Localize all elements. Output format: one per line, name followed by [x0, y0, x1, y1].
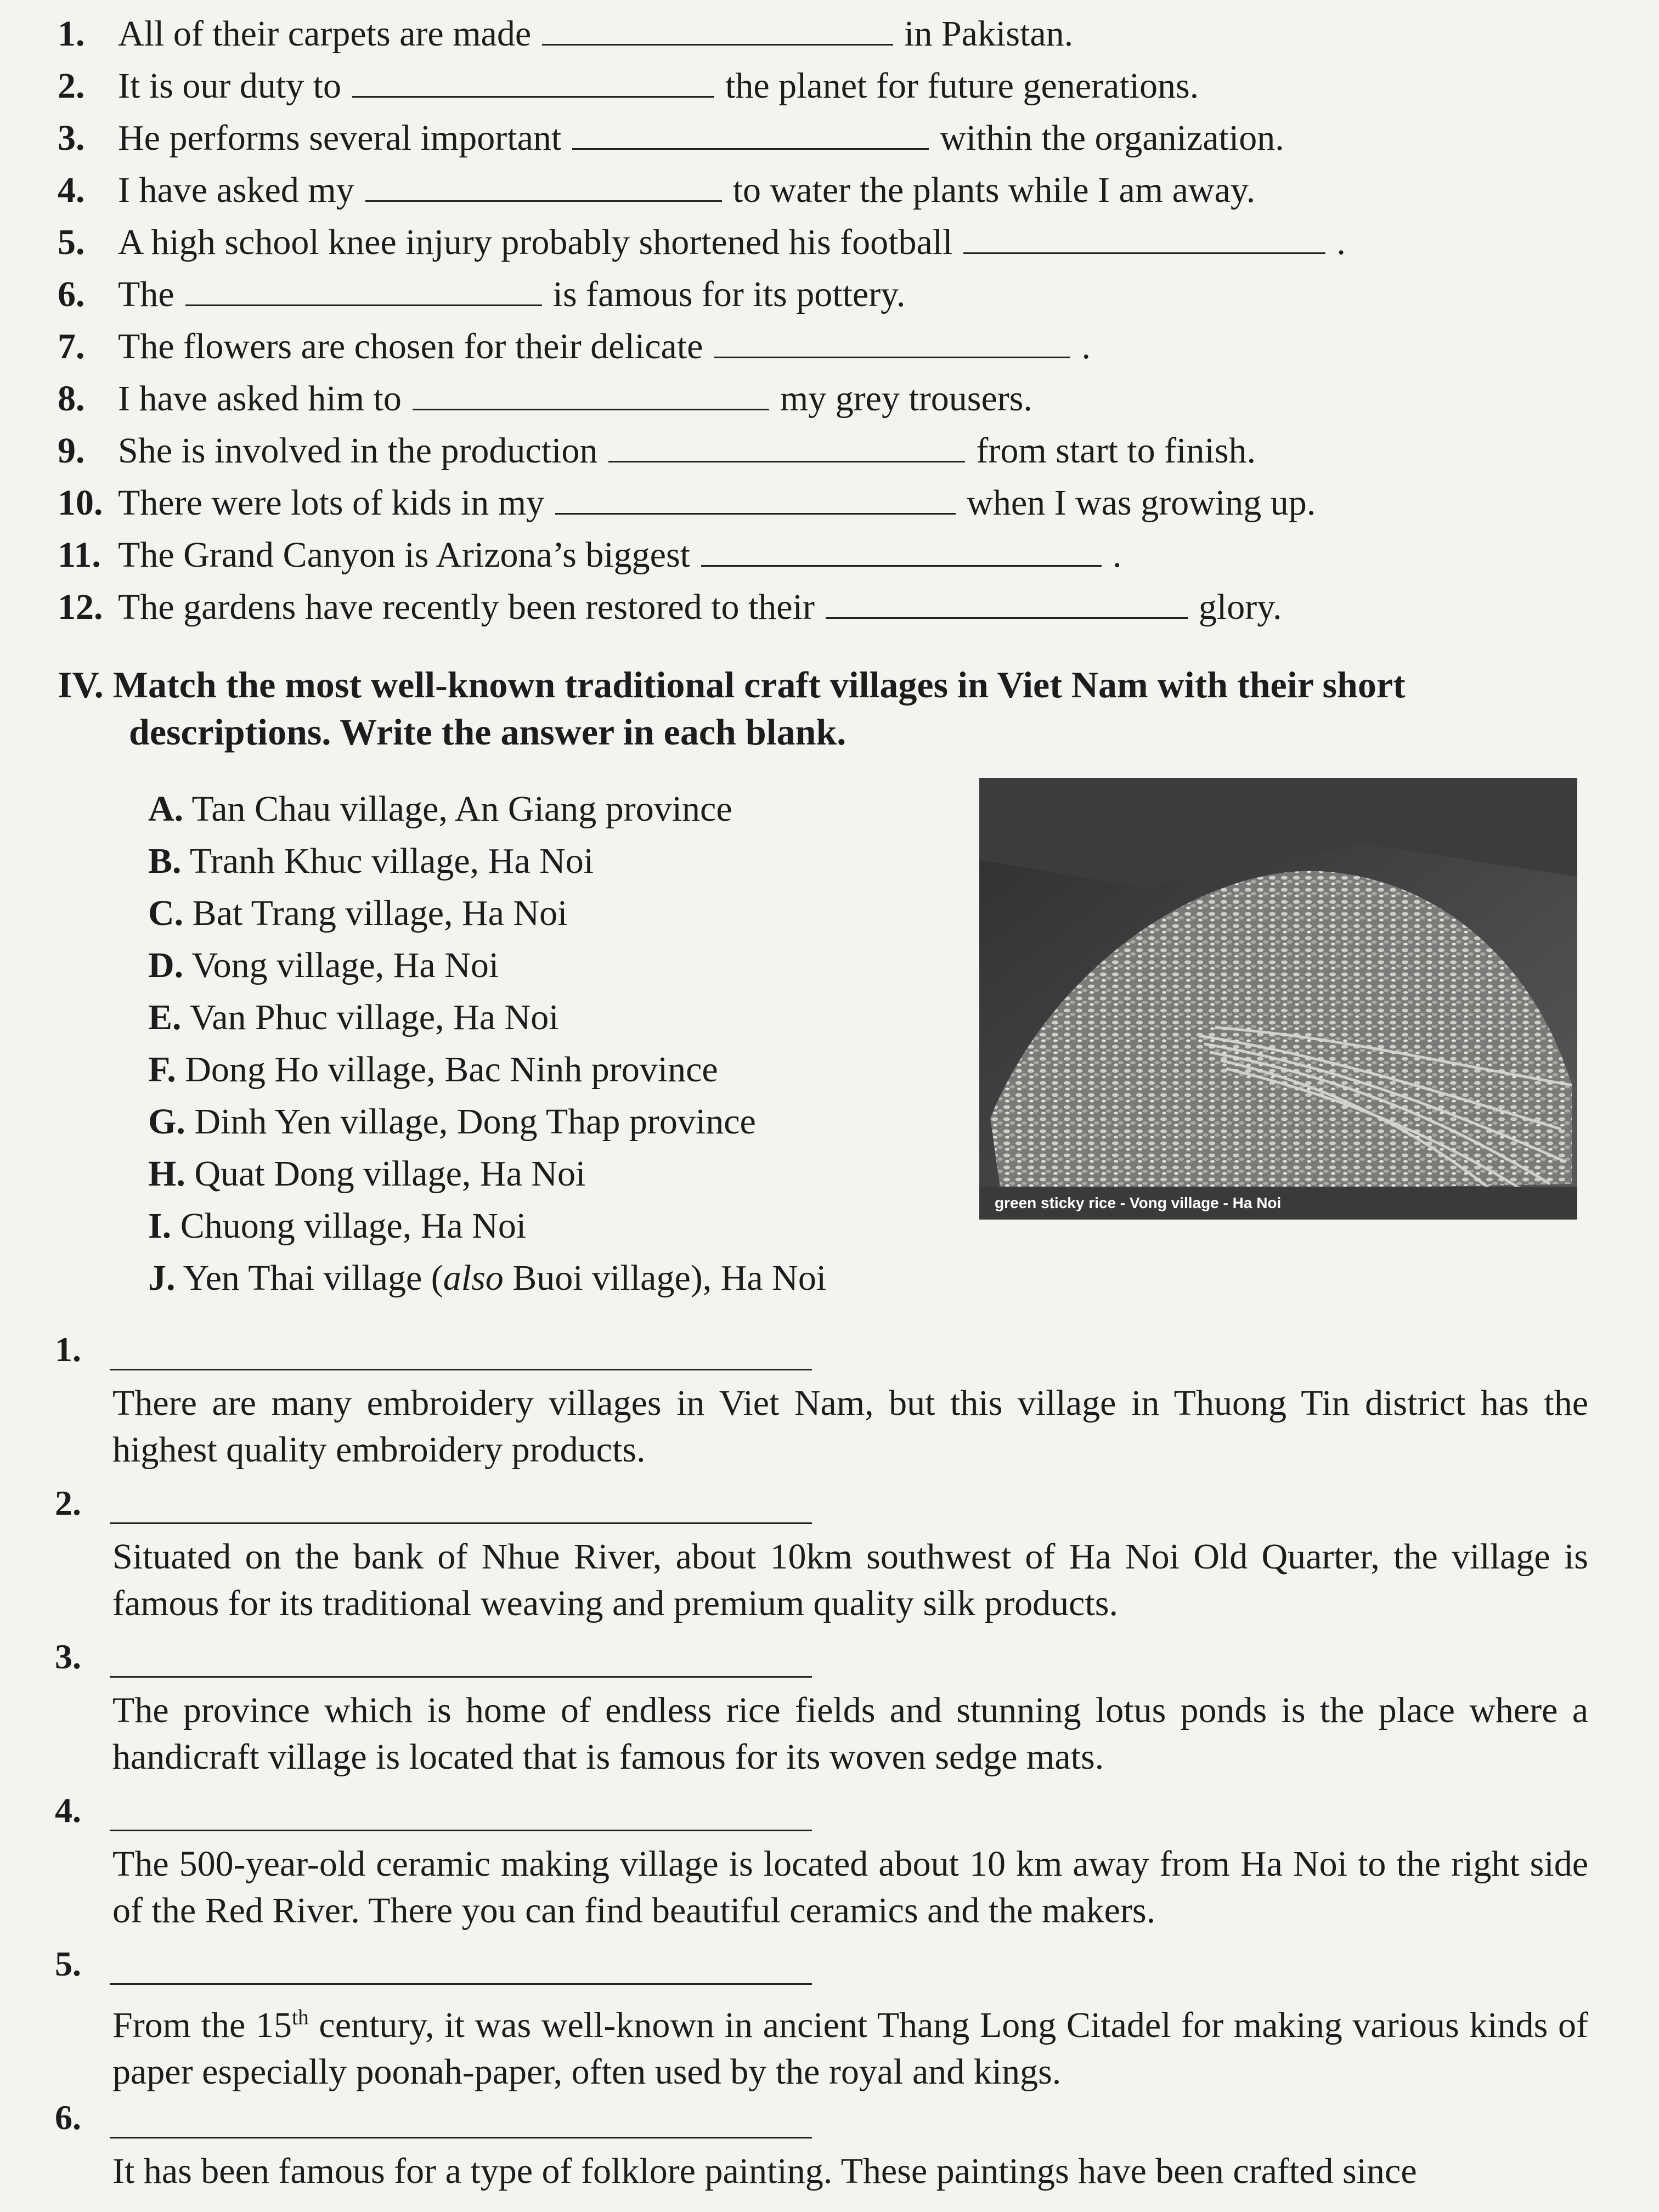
item-text-after: when I was growing up. [967, 483, 1316, 523]
fill-item [58, 324, 1091, 369]
question-description: Situated on the bank of Nhue River, about 10km southwest of Ha Noi Old Quarter, the village is famous for its traditional weaving and premium quality silk products. [112, 1537, 1588, 1623]
item-text-before: I have asked him to [118, 379, 402, 419]
item-number: 2. [58, 66, 85, 106]
village-option: C. Bat Trang village, Ha Noi [148, 893, 568, 933]
item-text-before: A high school knee injury probably shortened his football [118, 222, 953, 262]
fill-item [58, 480, 1316, 525]
section-heading-line1: IV. Match the most well-known traditional craft villages in Viet Nam with their short [58, 664, 1406, 706]
answer-blank[interactable] [572, 115, 929, 150]
village-option: E. Van Phuc village, Ha Noi [148, 997, 559, 1037]
village-option: I. Chuong village, Ha Noi [148, 1206, 527, 1246]
fill-item [58, 115, 1284, 160]
village-option: F. Dong Ho village, Bac Ninh province [148, 1049, 718, 1090]
item-text-before: The flowers are chosen for their delicate [118, 326, 703, 366]
item-text-before: She is involved in the production [118, 431, 598, 471]
item-text-after: is famous for its pottery. [552, 274, 906, 314]
village-option: B. Tranh Khuc village, Ha Noi [148, 841, 594, 881]
item-text-before: The Grand Canyon is Arizona’s biggest [118, 535, 690, 575]
item-number: 10. [58, 483, 103, 523]
item-text-after: in Pakistan. [904, 14, 1074, 54]
item-text-before: I have asked my [118, 170, 354, 210]
question-description: The province which is home of endless rice fields and stunning lotus ponds is the place where a handicraft village is located that is famous for its woven sedge mats. [112, 1690, 1588, 1777]
fill-item [58, 428, 1256, 473]
answer-line[interactable] [110, 1830, 812, 1831]
rice-pile-illustration [979, 778, 1577, 1220]
answer-blank[interactable] [555, 480, 956, 515]
answer-line[interactable] [110, 1983, 812, 1985]
question-description: There are many embroidery villages in Viet Nam, but this village in Thuong Tin district has the highest quality embroidery products. [112, 1383, 1588, 1470]
village-option: J. Yen Thai village (also Buoi village), Ha Noi [148, 1258, 827, 1298]
item-number: 8. [58, 379, 85, 419]
answer-blank[interactable] [413, 376, 769, 410]
village-option: D. Vong village, Ha Noi [148, 945, 499, 985]
fill-item [58, 272, 905, 317]
answer-blank[interactable] [714, 324, 1070, 358]
village-option: A. Tan Chau village, An Giang province [148, 789, 732, 829]
answer-line[interactable] [110, 1522, 812, 1524]
question-description: It has been famous for a type of folklore painting. These paintings have been crafted since [112, 2151, 1417, 2191]
item-text-after: within the organization. [940, 118, 1284, 158]
answer-blank[interactable] [185, 272, 542, 306]
item-text-before: There were lots of kids in my [118, 483, 545, 523]
question-number: 2. [55, 1483, 81, 1522]
fill-item [58, 584, 1282, 629]
item-number: 12. [58, 587, 103, 627]
village-option: G. Dinh Yen village, Dong Thap province [148, 1102, 756, 1142]
question-number: 5. [55, 1944, 81, 1983]
answer-line[interactable] [110, 1369, 812, 1370]
village-option: H. Quat Dong village, Ha Noi [148, 1154, 586, 1194]
item-text-after: . [1081, 326, 1091, 366]
item-text-before: The gardens have recently been restored to their [118, 587, 815, 627]
item-text-after: the planet for future generations. [725, 66, 1199, 106]
item-text-after: my grey trousers. [780, 379, 1032, 419]
question-description: From the 15th century, it was well-known in ancient Thang Long Citadel for making various kinds of paper especially poonah-paper, often used by the royal and kings. [112, 2005, 1588, 2092]
item-number: 1. [58, 14, 85, 54]
item-text-after: to water the plants while I am away. [732, 170, 1256, 210]
item-text-after: glory. [1198, 587, 1282, 627]
item-number: 7. [58, 326, 85, 366]
question-number: 6. [55, 2098, 81, 2137]
item-number: 4. [58, 170, 85, 210]
item-number: 3. [58, 118, 85, 158]
question-number: 1. [55, 1330, 81, 1369]
item-text-after: . [1336, 222, 1346, 262]
green-sticky-rice-photo [979, 778, 1577, 1220]
item-text-after: from start to finish. [976, 431, 1256, 471]
fill-item [58, 11, 1073, 56]
answer-blank[interactable] [542, 11, 893, 46]
item-number: 9. [58, 431, 85, 471]
section-heading [58, 661, 1583, 755]
answer-blank[interactable] [826, 584, 1188, 619]
answer-line[interactable] [110, 2137, 812, 2138]
item-text-before: It is our duty to [118, 66, 341, 106]
fill-item [58, 167, 1255, 212]
fill-item [58, 376, 1032, 421]
item-text-after: . [1112, 535, 1122, 575]
item-text-before: All of their carpets are made [118, 14, 532, 54]
section-heading-line2: descriptions. Write the answer in each blank. [129, 711, 847, 753]
answer-blank[interactable] [701, 532, 1102, 567]
question-description: The 500-year-old ceramic making village is located about 10 km away from Ha Noi to the right side of the Red River. There you can find beautiful ceramics and the makers. [112, 1844, 1588, 1931]
fill-item [58, 63, 1199, 108]
fill-item [58, 532, 1121, 577]
answer-blank[interactable] [365, 167, 722, 202]
answer-blank[interactable] [352, 63, 714, 98]
answer-blank[interactable] [963, 219, 1325, 254]
item-number: 11. [58, 535, 101, 575]
answer-blank[interactable] [608, 428, 965, 462]
question-number: 3. [55, 1637, 81, 1676]
item-text-before: The [118, 274, 174, 314]
item-number: 6. [58, 274, 85, 314]
fill-item [58, 219, 1346, 264]
item-number: 5. [58, 222, 85, 262]
question-number: 4. [55, 1791, 81, 1830]
item-text-before: He performs several important [118, 118, 562, 158]
answer-line[interactable] [110, 1676, 812, 1678]
photo-caption: green sticky rice - Vong village - Ha Noi [995, 1194, 1282, 1211]
